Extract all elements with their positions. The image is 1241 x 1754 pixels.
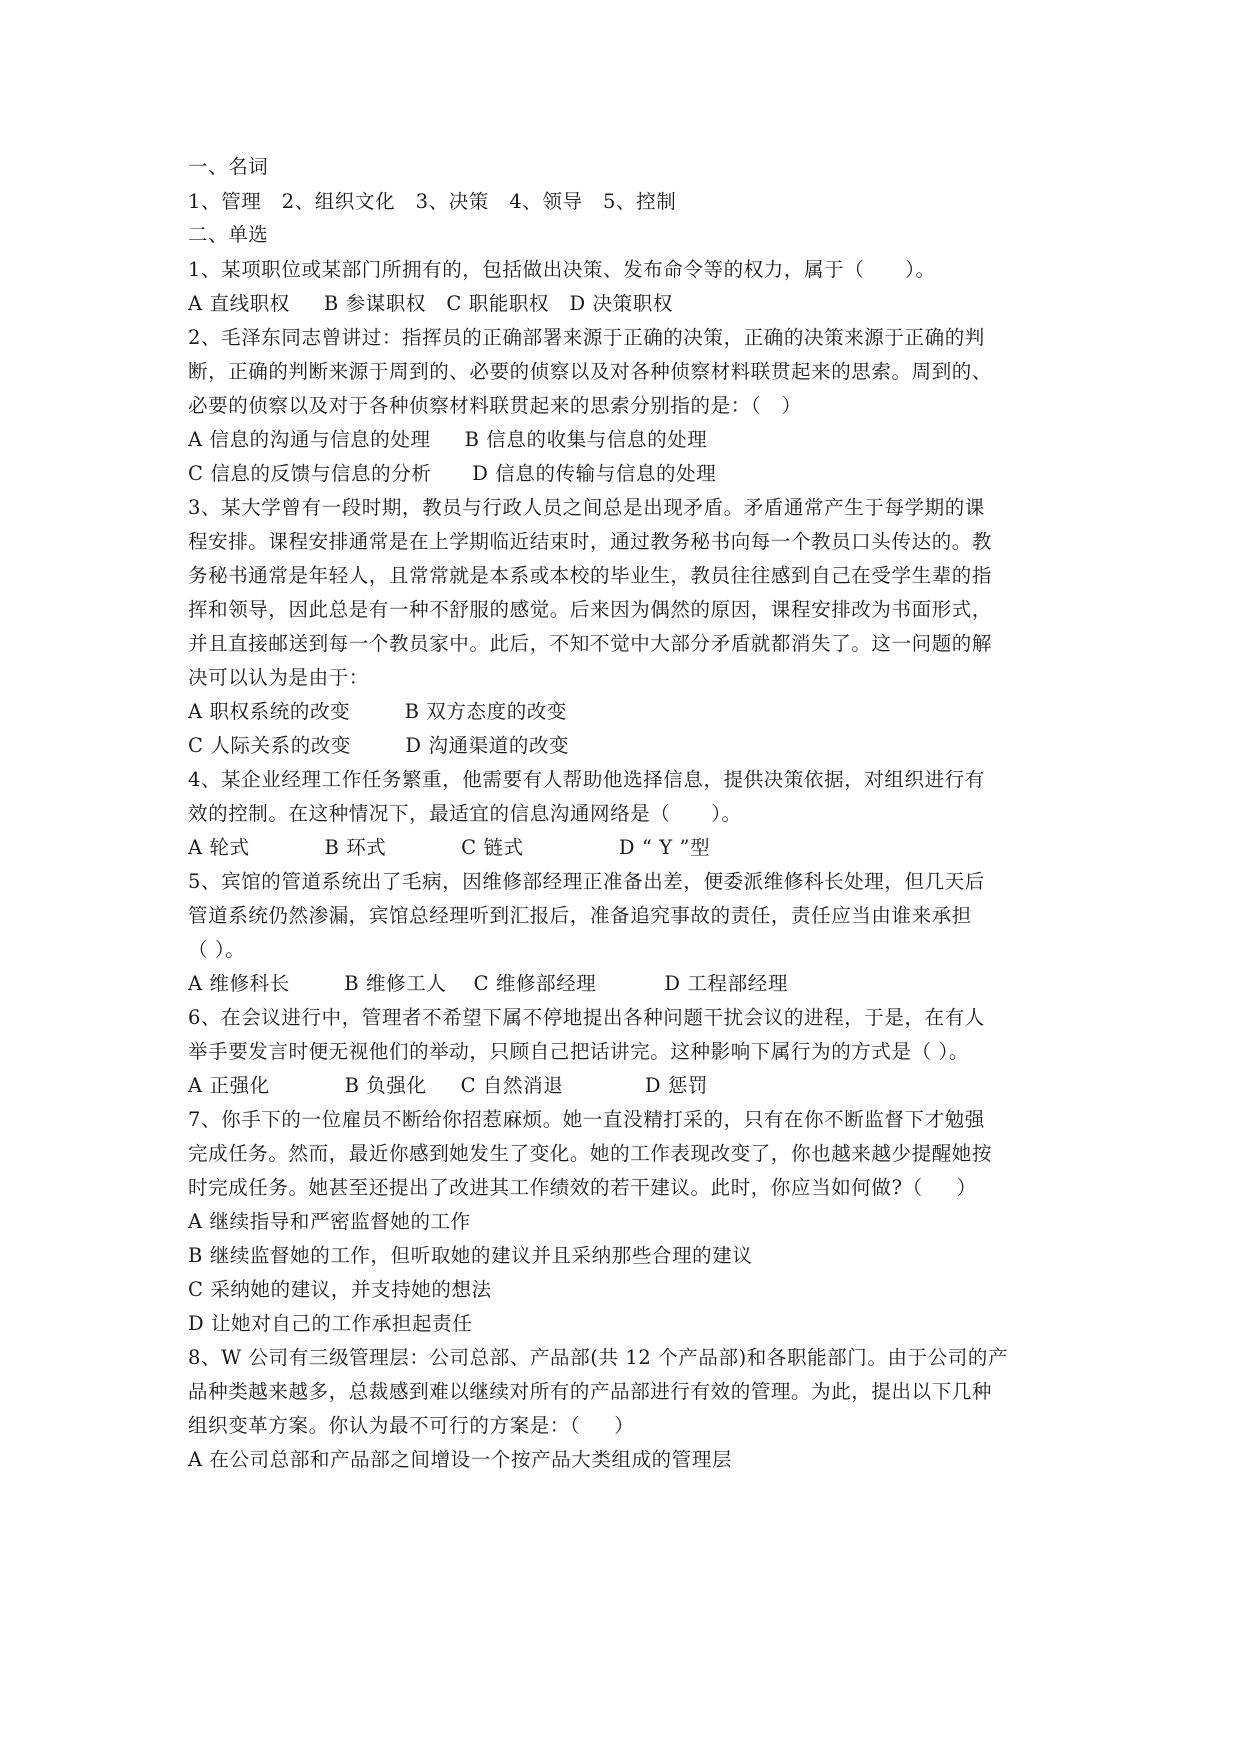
question-7-option-a: A 继续指导和严密监督她的工作	[188, 1210, 471, 1233]
question-7-option-c: C 采纳她的建议，并支持她的想法	[188, 1278, 492, 1301]
question-2-line-3: 必要的侦察以及对于各种侦察材料联贯起来的思索分别指的是：（ ）	[188, 394, 802, 417]
question-3-line-4: 挥和领导，因此总是有一种不舒服的感觉。后来因为偶然的原因，课程安排改为书面形式，	[188, 598, 993, 621]
question-3-options-cd: C 人际关系的改变 D 沟通渠道的改变	[188, 734, 570, 757]
section-heading-terms: 一、名词	[188, 155, 269, 178]
question-7-option-d: D 让她对自己的工作承担起责任	[188, 1312, 473, 1335]
question-6-line-2: 举手要发言时便无视他们的举动，只顾自己把话讲完。这种影响下属行为的方式是（ ）。	[188, 1040, 969, 1063]
question-8-option-a: A 在公司总部和产品部之间增设一个按产品大类组成的管理层	[188, 1448, 733, 1471]
question-3-line-2: 程安排。课程安排通常是在上学期临近结束时，通过教务秘书向每一个教员口头传达的。教	[188, 530, 993, 553]
question-8-line-2: 品种类越来越多，总裁感到难以继续对所有的产品部进行有效的管理。为此，提出以下几种	[188, 1380, 993, 1403]
question-1-options: A 直线职权 B 参谋职权 C 职能职权 D 决策职权	[188, 292, 673, 315]
question-3-line-5: 并且直接邮送到每一个教员家中。此后，不知不觉中大部分矛盾就都消失了。这一问题的解	[188, 632, 993, 655]
question-4-line-2: 效的控制。在这种情况下，最适宜的信息沟通网络是（ ）。	[188, 802, 742, 825]
question-5-line-3: （ ）。	[188, 938, 246, 961]
question-5-options: A 维修科长 B 维修工人 C 维修部经理 D 工程部经理	[188, 972, 788, 995]
question-2-options-ab: A 信息的沟通与信息的处理 B 信息的收集与信息的处理	[188, 428, 708, 451]
question-2-options-cd: C 信息的反馈与信息的分析 D 信息的传输与信息的处理	[188, 462, 717, 485]
question-7-option-b: B 继续监督她的工作，但听取她的建议并且采纳那些合理的建议	[188, 1244, 753, 1267]
question-5-line-2: 管道系统仍然渗漏，宾馆总经理听到汇报后，准备追究事故的责任，责任应当由谁来承担	[188, 904, 972, 927]
question-2-line-1: 2、毛泽东同志曾讲过：指挥员的正确部署来源于正确的决策，正确的决策来源于正确的判	[188, 326, 985, 349]
question-6-line-1: 6、在会议进行中，管理者不希望下属不停地提出各种问题干扰会议的进程，于是，在有人	[188, 1006, 985, 1029]
section-heading-single-choice: 二、单选	[188, 223, 269, 246]
question-4-line-1: 4、某企业经理工作任务繁重，他需要有人帮助他选择信息，提供决策依据，对组织进行有	[188, 768, 985, 791]
question-4-options: A 轮式 B 环式 C 链式 D “ Y ”型	[188, 836, 711, 859]
question-3-line-3: 务秘书通常是年轻人，且常常就是本系或本校的毕业生，教员往往感到自己在受学生辈的指	[188, 564, 993, 587]
question-8-line-1: 8、W 公司有三级管理层：公司总部、产品部(共 12 个产品部)和各职能部门。由于公司的产	[188, 1346, 1009, 1369]
terms-list: 1、管理 2、组织文化 3、决策 4、领导 5、控制	[188, 190, 677, 213]
question-7-line-1: 7、你手下的一位雇员不断给你招惹麻烦。她一直没精打采的，只有在你不断监督下才勉强	[188, 1108, 985, 1131]
question-3-options-ab: A 职权系统的改变 B 双方态度的改变	[188, 700, 567, 723]
question-2-line-2: 断，正确的判断来源于周到的、必要的侦察以及对各种侦察材料联贯起来的思索。周到的、	[188, 360, 993, 383]
question-3-line-1: 3、某大学曾有一段时期，教员与行政人员之间总是出现矛盾。矛盾通常产生于每学期的课	[188, 496, 985, 519]
question-5-line-1: 5、宾馆的管道系统出了毛病，因维修部经理正准备出差，便委派维修科长处理，但几天后	[188, 870, 985, 893]
question-6-options: A 正强化 B 负强化 C 自然消退 D 惩罚	[188, 1074, 709, 1097]
question-7-line-3: 时完成任务。她甚至还提出了改进其工作绩效的若干建议。此时，你应当如何做?（ ）	[188, 1176, 977, 1199]
question-3-line-6: 决可以认为是由于：	[188, 666, 369, 689]
question-8-line-3: 组织变革方案。你认为最不可行的方案是：（ ）	[188, 1414, 635, 1437]
question-1: 1、某项职位或某部门所拥有的，包括做出决策、发布命令等的权力，属于（ ）。	[188, 258, 936, 281]
question-7-line-2: 完成任务。然而，最近你感到她发生了变化。她的工作表现改变了，你也越来越少提醒她按	[188, 1142, 993, 1165]
